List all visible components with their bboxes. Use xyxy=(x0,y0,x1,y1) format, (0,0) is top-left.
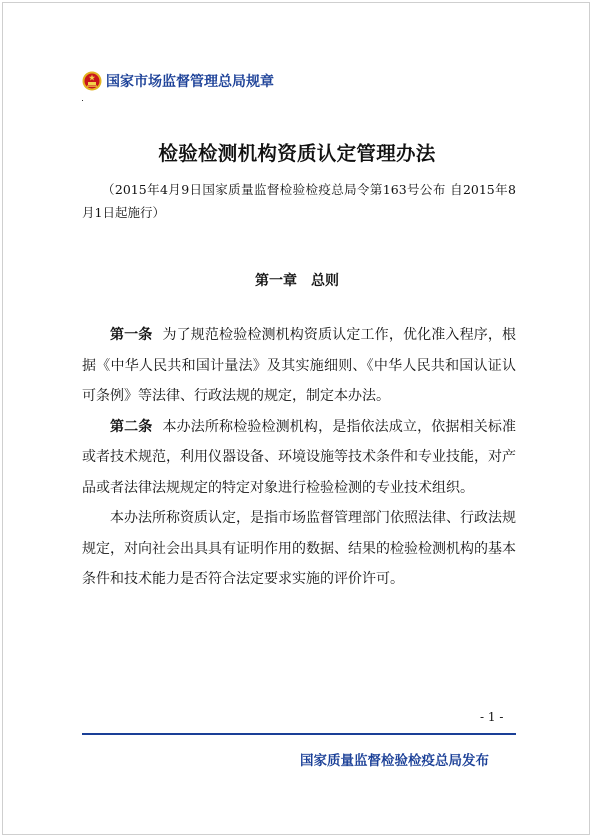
article-text: 为了规范检验检测机构资质认定工作，优化准入程序，根据《中华人民共和国计量法》及其实施细则、《中华人民共和国认证认可条例》等法律、行政法规的规定，制定本办法。 xyxy=(82,327,517,404)
stray-mark xyxy=(82,100,83,101)
article-number: 第一条 xyxy=(110,327,153,343)
footer-divider xyxy=(82,733,516,735)
article-text: 本办法所称资质认定，是指市场监督管理部门依照法律、行政法规规定，对向社会出具具有证明作用的数据、结果的检验检测机构的基本条件和技术能力是否符合法定要求实施的评价许可。 xyxy=(82,510,516,587)
page-number: - 1 - xyxy=(480,710,504,724)
article-paragraph xyxy=(82,320,516,412)
document-note: （2015年4月9日国家质量监督检验检疫总局令第163号公布 自2015年8月1日起施行） xyxy=(82,182,516,220)
national-emblem-icon xyxy=(82,71,102,91)
article-paragraph xyxy=(82,412,516,504)
article-paragraph xyxy=(82,503,516,595)
document-title: 检验检测机构资质认定管理办法 xyxy=(158,142,436,165)
document-body xyxy=(82,320,516,595)
header-title: 国家市场监督管理总局规章 xyxy=(106,74,274,90)
article-number: 第二条 xyxy=(110,418,153,435)
article-text: 本办法所称检验检测机构，是指依法成立，依据相关标准或者技术规范，利用仪器设备、环境设施等技术条件和专业技能，对产品或者法律法规规定的特定对象进行检验检测的专业技术组织。 xyxy=(82,418,517,496)
footer-publisher: 国家质量监督检验检疫总局发布 xyxy=(300,753,489,769)
document-header xyxy=(82,70,274,92)
chapter-heading: 第一章 总则 xyxy=(255,273,339,289)
